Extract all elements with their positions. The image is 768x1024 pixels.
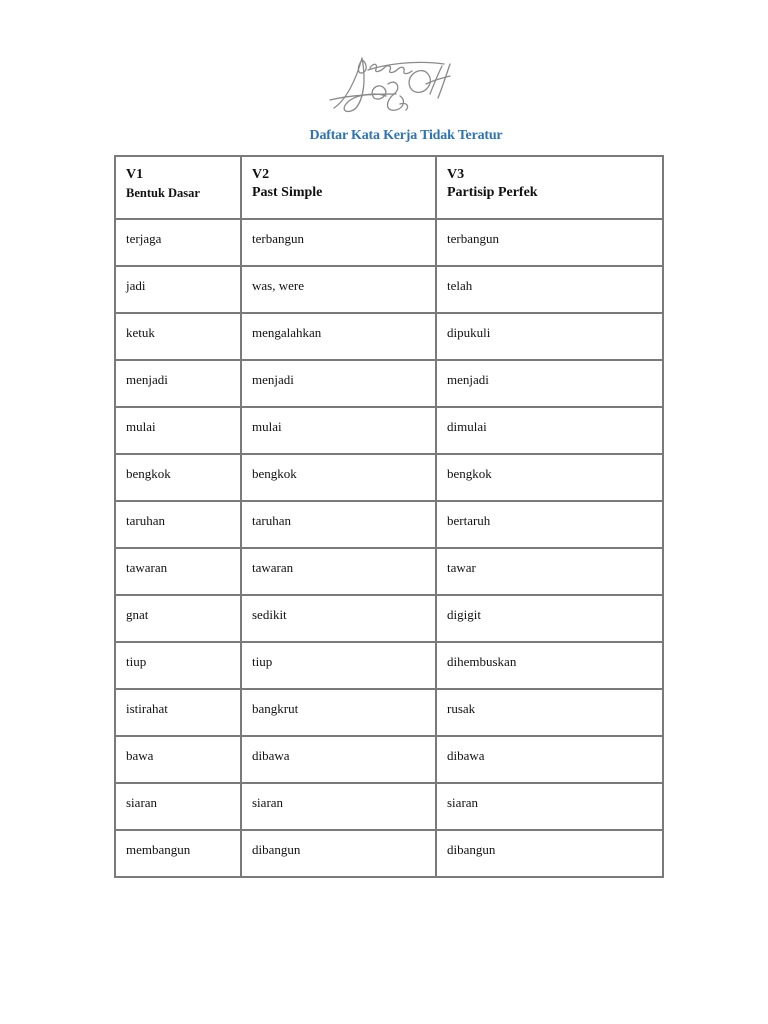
cell-v1: istirahat xyxy=(115,689,241,736)
table-row xyxy=(115,595,663,642)
cell-v3: dihembuskan xyxy=(436,642,663,689)
cell-v3: dibangun xyxy=(436,830,663,877)
table-header-row xyxy=(115,156,663,219)
cell-v1: ketuk xyxy=(115,313,241,360)
table-row xyxy=(115,219,663,266)
cell-v2: tiup xyxy=(241,642,436,689)
cell-v2: siaran xyxy=(241,783,436,830)
cell-v3: telah xyxy=(436,266,663,313)
column-code: V3 xyxy=(447,167,465,182)
cell-v1: menjadi xyxy=(115,360,241,407)
cell-v2: tawaran xyxy=(241,548,436,595)
cell-v2: terbangun xyxy=(241,219,436,266)
cell-v3: bengkok xyxy=(436,454,663,501)
cell-v3: siaran xyxy=(436,783,663,830)
column-header-v1 xyxy=(115,156,241,219)
cell-v1: membangun xyxy=(115,830,241,877)
cell-v1: tawaran xyxy=(115,548,241,595)
cell-v2: sedikit xyxy=(241,595,436,642)
document-title: Daftar Kata Kerja Tidak Teratur xyxy=(309,128,503,143)
table-row xyxy=(115,689,663,736)
cell-v2: mengalahkan xyxy=(241,313,436,360)
cell-v2: menjadi xyxy=(241,360,436,407)
cell-v1: tiup xyxy=(115,642,241,689)
table-row xyxy=(115,642,663,689)
column-label: Bentuk Dasar xyxy=(126,186,200,200)
table-row xyxy=(115,548,663,595)
table-row xyxy=(115,736,663,783)
cell-v3: terbangun xyxy=(436,219,663,266)
cell-v2: dibangun xyxy=(241,830,436,877)
table-row xyxy=(115,501,663,548)
table-row xyxy=(115,313,663,360)
column-header-v2 xyxy=(241,156,436,219)
cell-v3: bertaruh xyxy=(436,501,663,548)
column-code: V2 xyxy=(252,167,270,182)
column-label: Past Simple xyxy=(252,185,323,200)
table-row xyxy=(115,783,663,830)
table-row xyxy=(115,266,663,313)
signature-logo xyxy=(326,50,452,114)
cell-v1: bengkok xyxy=(115,454,241,501)
cell-v2: dibawa xyxy=(241,736,436,783)
cell-v1: jadi xyxy=(115,266,241,313)
table-row xyxy=(115,360,663,407)
column-label: Partisip Perfek xyxy=(447,185,538,200)
cell-v3: dimulai xyxy=(436,407,663,454)
cell-v1: taruhan xyxy=(115,501,241,548)
cell-v1: siaran xyxy=(115,783,241,830)
table-row xyxy=(115,830,663,877)
cell-v1: terjaga xyxy=(115,219,241,266)
cell-v1: bawa xyxy=(115,736,241,783)
cell-v2: was, were xyxy=(241,266,436,313)
cell-v1: mulai xyxy=(115,407,241,454)
cell-v2: mulai xyxy=(241,407,436,454)
cell-v2: bengkok xyxy=(241,454,436,501)
table-row xyxy=(115,454,663,501)
irregular-verbs-table xyxy=(114,155,664,878)
cell-v2: bangkrut xyxy=(241,689,436,736)
column-header-v3 xyxy=(436,156,663,219)
cell-v3: dibawa xyxy=(436,736,663,783)
cell-v3: digigit xyxy=(436,595,663,642)
cell-v1: gnat xyxy=(115,595,241,642)
table-row xyxy=(115,407,663,454)
cell-v3: rusak xyxy=(436,689,663,736)
cell-v2: taruhan xyxy=(241,501,436,548)
column-code: V1 xyxy=(126,167,144,182)
cell-v3: dipukuli xyxy=(436,313,663,360)
cell-v3: tawar xyxy=(436,548,663,595)
cell-v3: menjadi xyxy=(436,360,663,407)
